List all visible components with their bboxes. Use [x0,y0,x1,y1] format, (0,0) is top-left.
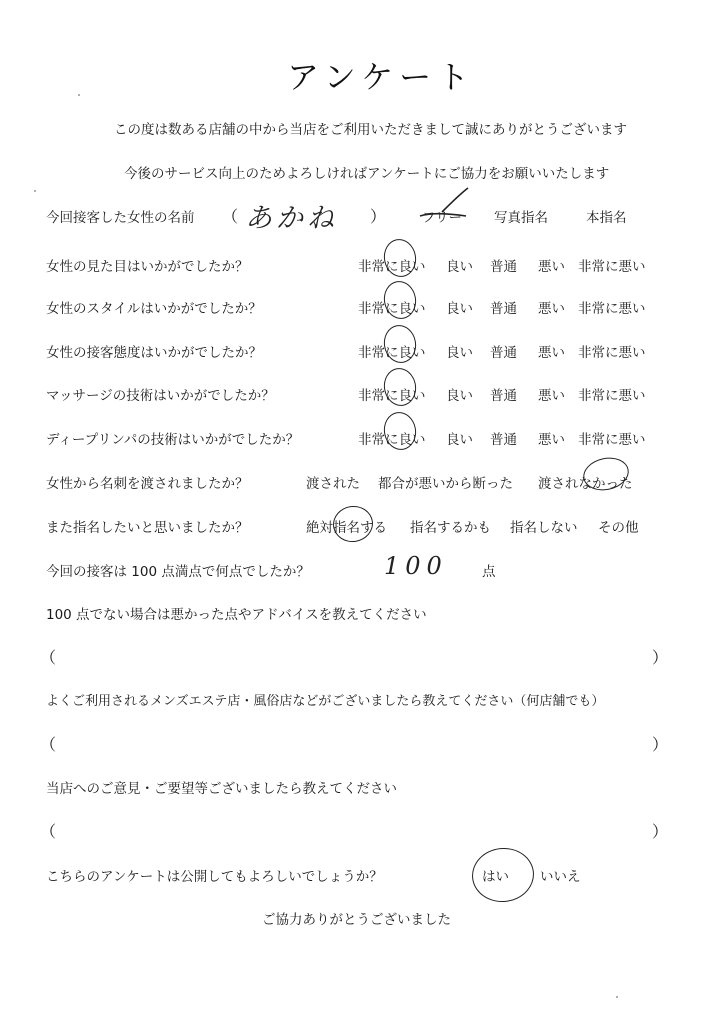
rating-4-option-bad[interactable]: 悪い [538,388,565,404]
rating-1-option-average[interactable]: 普通 [490,259,517,275]
repeat-option-maybe[interactable]: 指名するかも [410,520,491,536]
score-question: 今回の接客は 100 点満点で何点でしたか？ [46,564,310,580]
score-unit: 点 [482,564,496,580]
rating-2-option-good[interactable]: 良い [446,301,473,317]
rating-question-2: 女性のスタイルはいかがでしたか？ [46,301,262,317]
scan-speck [78,94,80,96]
rating-1-option-very-bad[interactable]: 非常に悪い [578,259,646,275]
rating-5-option-very-bad[interactable]: 非常に悪い [578,432,646,448]
open-answer-2-field[interactable] [64,729,648,753]
rating-1-option-very-good[interactable]: 非常に良い [358,259,426,275]
rating-4-option-average[interactable]: 普通 [490,388,517,404]
option-regular-nomination[interactable]: 本指名 [586,210,627,226]
closing-message: ご協力ありがとうございました [262,912,451,928]
rating-5-option-good[interactable]: 良い [446,432,473,448]
rating-2-option-very-bad[interactable]: 非常に悪い [578,301,646,317]
open-question-2: よくご利用されるメンズエステ店・風俗店などがございましたら教えてください（何店舗でも） [46,694,605,709]
name-question-label: 今回接客した女性の名前 [46,210,195,226]
card-option-not-received[interactable]: 渡されなかった [538,476,633,492]
rating-2-option-average[interactable]: 普通 [490,301,517,317]
open-answer-3-field[interactable] [64,816,648,840]
publish-option-yes[interactable]: はい [482,869,509,885]
option-photo-nomination[interactable]: 写真指名 [494,210,548,226]
open-question-1: 100 点でない場合は悪かった点やアドバイスを教えてください [46,607,427,623]
intro-line-1: この度は数ある店舗の中から当店をご利用いただきまして誠にありがとうございます [114,122,627,138]
name-paren-close: ） [370,207,387,226]
rating-question-5: ディープリンパの技術はいかがでしたか？ [46,432,300,448]
card-option-declined[interactable]: 都合が悪いから断った [378,476,513,492]
scan-speck [34,190,36,192]
open-answer-1-open: （ [40,648,57,667]
rating-question-3: 女性の接客態度はいかがでしたか？ [46,345,262,361]
rating-3-option-very-good[interactable]: 非常に良い [358,345,426,361]
open-answer-2-open: （ [40,735,57,754]
rating-5-option-average[interactable]: 普通 [490,432,517,448]
rating-3-option-very-bad[interactable]: 非常に悪い [578,345,646,361]
rating-2-option-bad[interactable]: 悪い [538,301,565,317]
card-question: 女性から名刺を渡されましたか？ [46,476,249,492]
scan-speck [616,996,618,998]
intro-line-2: 今後のサービス向上のためよろしければアンケートにご協力をお願いいたします [124,166,610,182]
card-option-received[interactable]: 渡された [306,476,360,492]
open-answer-3-open: （ [40,822,57,841]
repeat-option-no[interactable]: 指名しない [510,520,578,536]
rating-question-4: マッサージの技術はいかがでしたか？ [46,388,275,404]
rating-4-option-very-good[interactable]: 非常に良い [358,388,426,404]
rating-4-option-very-bad[interactable]: 非常に悪い [578,388,646,404]
repeat-option-definitely[interactable]: 絶対指名する [306,520,387,536]
open-answer-1-field[interactable] [64,642,648,666]
option-free[interactable]: フリー [422,210,462,226]
publish-question: こちらのアンケートは公開してもよろしいでしょうか？ [46,869,383,885]
open-question-3: 当店へのご意見・ご要望等ございましたら教えてください [46,781,397,797]
rating-3-option-average[interactable]: 普通 [490,345,517,361]
rating-3-option-bad[interactable]: 悪い [538,345,565,361]
repeat-option-other[interactable]: その他 [598,520,639,536]
rating-5-option-bad[interactable]: 悪い [538,432,565,448]
handwritten-name: あかね [245,203,338,234]
rating-2-option-very-good[interactable]: 非常に良い [358,301,426,317]
name-paren-open: （ [222,207,239,226]
open-answer-3-close: ） [652,822,669,841]
open-answer-2-close: ） [652,735,669,754]
publish-option-no[interactable]: いいえ [540,869,581,885]
rating-4-option-good[interactable]: 良い [446,388,473,404]
repeat-question: また指名したいと思いましたか？ [46,520,249,536]
rating-1-option-good[interactable]: 良い [446,259,473,275]
rating-3-option-good[interactable]: 良い [446,345,473,361]
rating-1-option-bad[interactable]: 悪い [538,259,565,275]
open-answer-1-close: ） [652,648,669,667]
page-title: アンケート [287,58,476,96]
rating-question-1: 女性の見た目はいかがでしたか？ [46,259,249,275]
rating-5-option-very-good[interactable]: 非常に良い [358,432,426,448]
handwritten-check-mark [412,186,472,226]
handwritten-score: 100 [384,552,448,580]
